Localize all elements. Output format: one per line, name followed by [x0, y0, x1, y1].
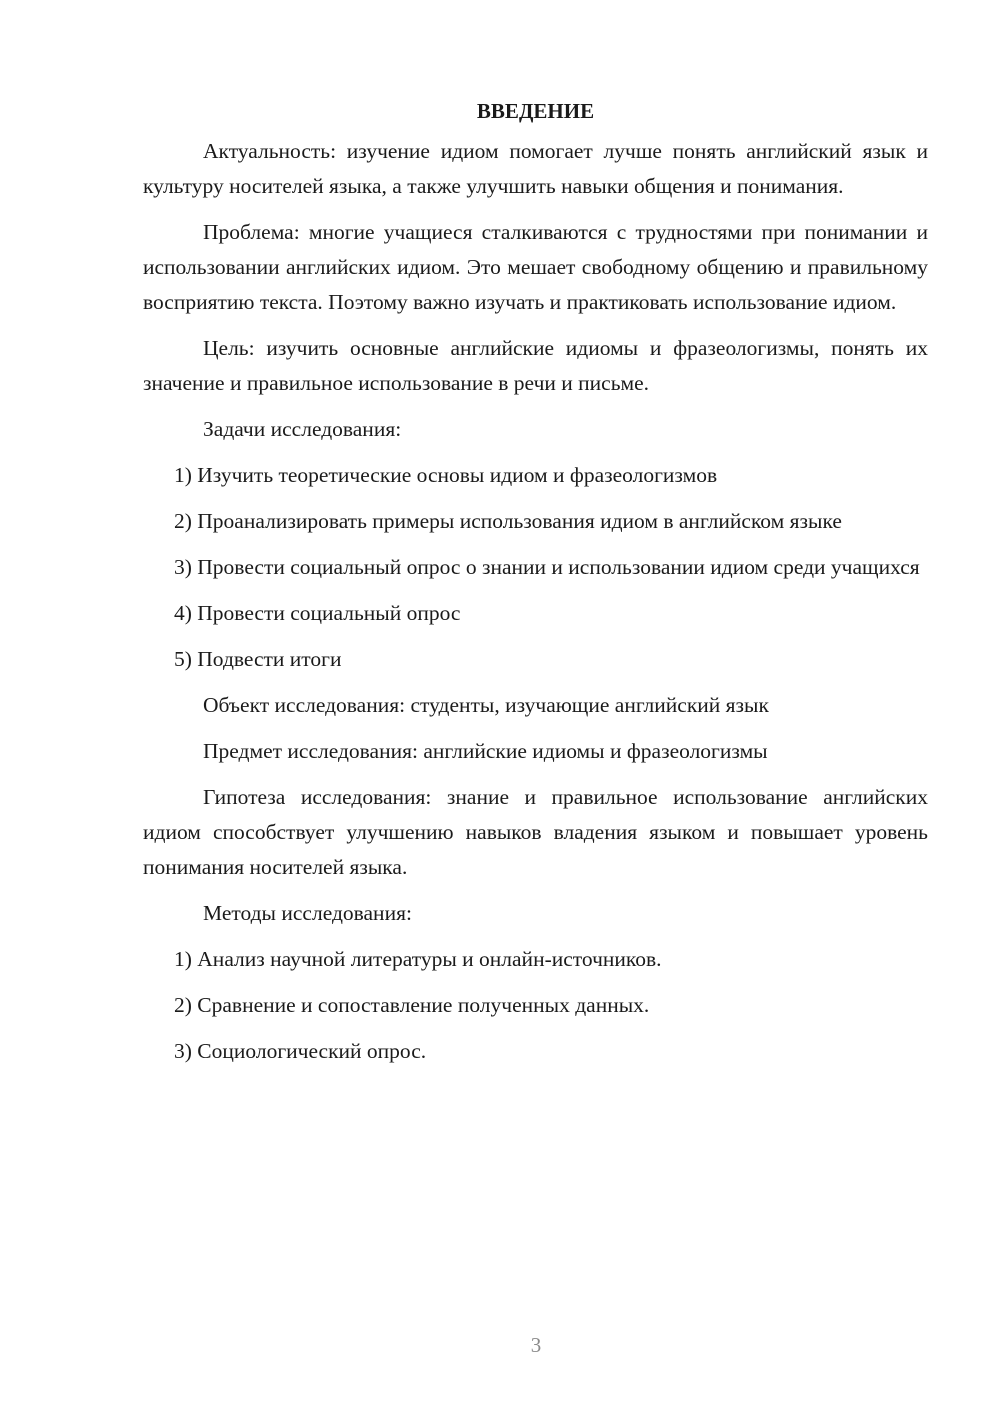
page-content — [143, 96, 928, 1080]
task-item-2: 2) Проанализировать примеры использования идиом в английском языке — [174, 509, 842, 533]
method-item-3: 3) Социологический опрос. — [174, 1039, 427, 1063]
task-item-3: 3) Провести социальный опрос о знании и использовании идиом среди учащихся — [174, 555, 920, 579]
methods-heading: Методы исследования: — [203, 901, 412, 925]
page-number: 3 — [530, 1333, 542, 1357]
problem-paragraph: Проблема: многие учащиеся сталкиваются с трудностями при понимании и использовании английских идиом. Это мешает свободному общению и правильному восприятию текста. Поэтому важно изучать и практиковать использование идиом. — [143, 220, 928, 314]
method-item-1: 1) Анализ научной литературы и онлайн-источников. — [174, 947, 662, 971]
tasks-heading: Задачи исследования: — [203, 417, 402, 441]
method-item-2: 2) Сравнение и сопоставление полученных данных. — [174, 993, 650, 1017]
task-item-1: 1) Изучить теоретические основы идиом и фразеологизмов — [174, 463, 718, 487]
research-hypothesis: Гипотеза исследования: знание и правильное использование английских идиом способствует улучшению навыков владения языком и повышает уровень понимания носителей языка. — [143, 785, 928, 879]
task-item-5: 5) Подвести итоги — [174, 647, 342, 671]
research-subject: Предмет исследования: английские идиомы и фразеологизмы — [203, 739, 768, 763]
task-item-4: 4) Провести социальный опрос — [174, 601, 461, 625]
goal-paragraph: Цель: изучить основные английские идиомы и фразеологизмы, понять их значение и правильное использование в речи и письме. — [143, 336, 928, 395]
research-object: Объект исследования: студенты, изучающие английский язык — [203, 693, 769, 717]
relevance-paragraph: Актуальность: изучение идиом помогает лучше понять английский язык и культуру носителей языка, а также улучшить навыки общения и понимания. — [143, 139, 928, 198]
section-title: ВВЕДЕНИЕ — [476, 99, 595, 123]
